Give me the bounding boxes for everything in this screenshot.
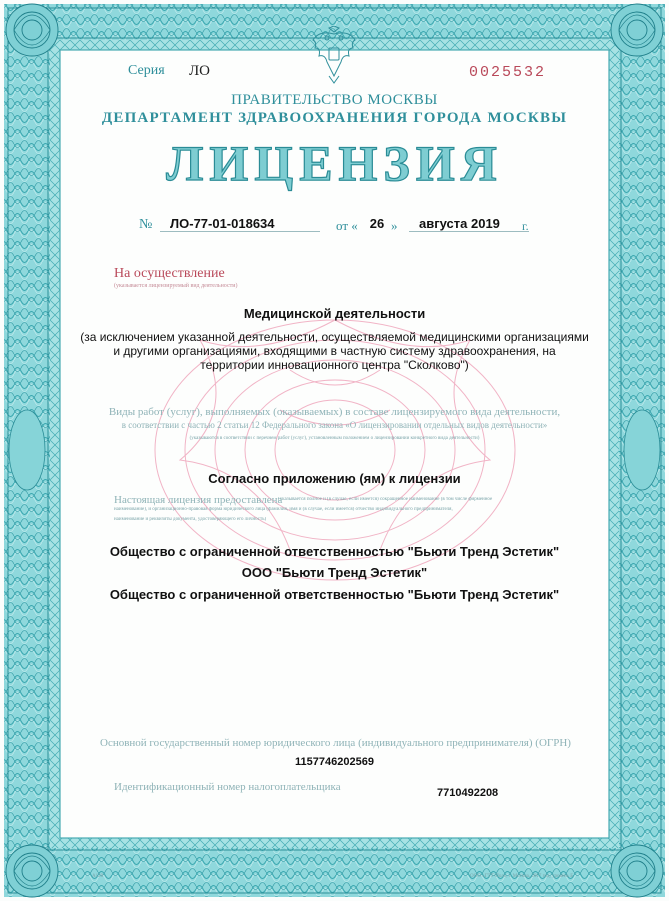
exception-line-2: и другими организациями, входящими в частную систему здравоохранения, на <box>113 344 556 358</box>
government-title: ПРАВИТЕЛЬСТВО МОСКВЫ <box>231 92 438 108</box>
inn-value: 7710492208 <box>437 787 499 799</box>
granted-hint-1: (указывается полное и (в случае, если имеется) сокращенное наименование (в том числе фирменное <box>278 497 493 502</box>
ogrn-value: 1157746202569 <box>295 756 374 768</box>
inn-label: Идентификационный номер налогоплательщика <box>114 781 341 793</box>
purpose-hint: (указывается лицензируемый вид деятельности) <box>114 283 238 289</box>
department-title: ДЕПАРТАМЕНТ ЗДРАВООХРАНЕНИЯ ГОРОДА МОСКВЫ <box>101 110 568 126</box>
footer-code: А128 <box>92 874 104 879</box>
activity-name: Медицинской деятельности <box>243 306 426 321</box>
exception-line-1: (за исключением указанной деятельности, осуществляемой медицинскими организациями <box>80 330 589 344</box>
date-close-quote: » <box>391 218 398 233</box>
date-from-label: от « <box>336 218 358 233</box>
series-label: Серия <box>128 63 165 78</box>
granted-hint-3: наименование и реквизиты документа, удостоверяющего его личность) <box>114 517 267 522</box>
year-suffix: г. <box>522 219 529 233</box>
licensee-short-name: ООО "Бьюти Тренд Эстетик" <box>241 565 428 580</box>
license-number-label: № <box>139 217 153 232</box>
licensee-brand-name: Общество с ограниченной ответственностью "Бьюти Тренд Эстетик" <box>109 587 560 602</box>
ogrn-label: Основной государственный номер юридического лица (индивидуального предпринимателя) (ОГРН) <box>100 737 571 749</box>
works-value: Согласно приложению (ям) к лицензии <box>208 471 461 486</box>
works-hint: (указываются в соответствии с перечнем работ (услуг), установленным положением о лицензировании конкретного вида деятельности) <box>189 436 480 441</box>
works-line-1: Виды работ (услуг), выполняемых (оказываемых) в составе лицензируемого вида деятельности, <box>108 406 561 418</box>
granted-label: Настоящая лицензия предоставлена <box>114 494 283 506</box>
purpose-label: На осуществление <box>114 266 225 281</box>
licensee-full-name: Общество с ограниченной ответственностью "Бьюти Тренд Эстетик" <box>109 544 560 559</box>
document-title: ЛИЦЕНЗИЯ <box>166 135 503 191</box>
form-number: 0025532 <box>469 64 547 81</box>
date-month-year: августа 2019 <box>409 216 529 232</box>
granted-hint-2: наименование), и организационно-правовая форма юридического лица (фамилия, имя и (в случае, если имеется) отчество индивидуального предпринимателя, <box>114 507 453 512</box>
coat-of-arms-icon <box>309 26 359 84</box>
exception-line-3: территории инновационного центра "Сколково") <box>200 358 469 372</box>
series-value: ЛО <box>189 63 211 79</box>
date-day: 26 <box>369 216 385 231</box>
works-line-2: в соответствии с частью 2 статьи 12 Федерального закона «О лицензировании отдельных видов деятельности» <box>121 420 548 430</box>
license-number-value: ЛО-77-01-018634 <box>160 216 320 232</box>
footer-printer: ООО «ГТТ-Пол», г. Москва, 2017 год, уровень Б <box>470 874 574 879</box>
